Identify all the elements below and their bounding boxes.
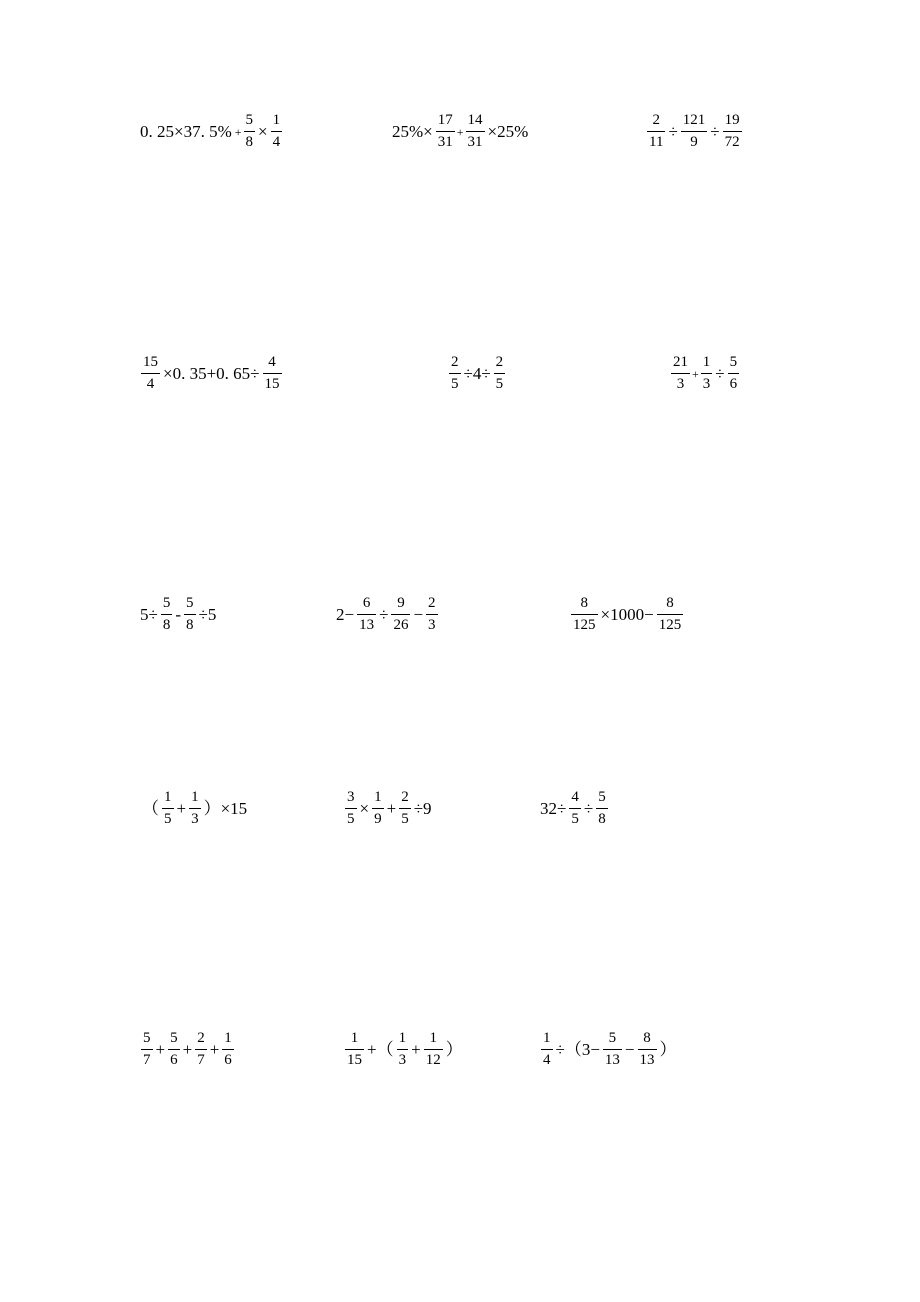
fraction [185, 596, 195, 633]
fraction-denominator: 15 [345, 1049, 364, 1068]
fraction-numerator: 5 [729, 354, 738, 370]
problem-7 [138, 596, 218, 633]
expression-text: ÷（3− [555, 1040, 600, 1059]
expression-text: − [413, 605, 424, 624]
fraction-denominator: 15 [263, 373, 282, 392]
fraction-numerator: 5 [143, 1030, 151, 1046]
fraction-numerator: 3 [347, 789, 355, 805]
fraction [597, 790, 607, 827]
operator: + [234, 124, 242, 139]
problem-15 [540, 1031, 679, 1068]
expression-text: − [624, 1040, 635, 1059]
fraction [729, 355, 739, 392]
fraction-numerator: 1 [398, 1030, 407, 1046]
fraction-numerator: 14 [467, 112, 483, 128]
expression-text: +（ [367, 1040, 394, 1059]
fraction-numerator: 4 [571, 789, 579, 805]
fraction-denominator: 5 [449, 373, 461, 392]
fraction-numerator: 1 [224, 1030, 232, 1046]
fraction-numerator: 5 [170, 1030, 178, 1046]
expression-text: ÷4÷ [463, 364, 491, 383]
fraction-numerator: 4 [268, 354, 276, 370]
expression-text: ÷ [710, 122, 720, 141]
fraction [437, 113, 454, 150]
fraction-denominator: 26 [391, 614, 410, 633]
expression-text: + [386, 799, 397, 818]
fraction-numerator: 1 [350, 1030, 359, 1046]
expression-text: 32÷ [540, 799, 567, 818]
expression-text: × [258, 122, 268, 141]
expression-text: + [182, 1040, 193, 1059]
fraction-denominator: 8 [244, 131, 256, 150]
fraction-denominator: 31 [466, 131, 485, 150]
fraction [572, 596, 597, 633]
fraction-numerator: 1 [429, 1030, 437, 1046]
fraction-numerator: 2 [451, 354, 459, 370]
expression-text: （ [142, 799, 159, 818]
fraction [245, 113, 255, 150]
fraction-denominator: 3 [189, 808, 201, 827]
problem-3 [646, 113, 743, 150]
fraction [672, 355, 689, 392]
fraction [702, 355, 712, 392]
fraction [604, 1031, 621, 1068]
fraction-denominator: 72 [723, 131, 742, 150]
problem-8 [334, 596, 439, 633]
fraction-numerator: 5 [608, 1030, 617, 1046]
fraction [358, 596, 375, 633]
fraction-numerator: 5 [598, 789, 606, 805]
fraction-denominator: 13 [357, 614, 376, 633]
expression-text: 2− [336, 605, 355, 624]
fraction [162, 596, 172, 633]
fraction [427, 596, 437, 633]
fraction-denominator: 3 [671, 373, 690, 392]
fraction-denominator: 5 [569, 808, 581, 827]
fraction-numerator: 8 [643, 1030, 651, 1046]
expression-text: ） [659, 1040, 677, 1059]
fraction [264, 355, 281, 392]
fraction [346, 790, 356, 827]
fraction-numerator: 19 [724, 112, 740, 128]
fraction-numerator: 5 [245, 112, 254, 128]
expression-text: ÷ [715, 364, 725, 383]
fraction-denominator: 13 [603, 1049, 622, 1068]
fraction [639, 1031, 656, 1068]
fraction-numerator: 1 [191, 789, 199, 805]
fraction-numerator: 17 [437, 112, 453, 128]
fraction-numerator: 21 [673, 354, 688, 370]
fraction-numerator: 1 [374, 789, 382, 805]
fraction-denominator: 6 [168, 1049, 180, 1068]
problem-2 [390, 113, 530, 150]
expression-text: ÷ [583, 799, 594, 818]
fraction-numerator: 15 [143, 354, 158, 370]
fraction-denominator: 4 [541, 1049, 553, 1068]
fraction-denominator: 4 [141, 373, 160, 392]
fraction-numerator: 2 [197, 1030, 205, 1046]
fraction-denominator: 8 [596, 808, 608, 827]
problem-6 [670, 355, 740, 392]
fraction-denominator: 11 [647, 131, 665, 150]
expression-text: 5÷ [140, 605, 158, 624]
expression-text: ÷ [379, 605, 389, 624]
fraction-denominator: 9 [372, 808, 384, 827]
fraction-numerator: 9 [397, 595, 405, 611]
fraction [392, 596, 409, 633]
problem-1 [138, 113, 283, 150]
expression-text: 25%× [392, 122, 433, 141]
problem-10 [140, 790, 249, 827]
expression-text: ×25% [487, 122, 529, 141]
fraction-denominator: 8 [161, 614, 173, 633]
fraction [495, 355, 505, 392]
fraction [142, 355, 159, 392]
fraction [724, 113, 741, 150]
fraction [400, 790, 410, 827]
expression-text: × [359, 799, 370, 818]
expression-text: ） [445, 1040, 463, 1059]
fraction [467, 113, 484, 150]
fraction [169, 1031, 179, 1068]
fraction-numerator: 1 [702, 354, 711, 370]
fraction-numerator: 2 [428, 595, 436, 611]
fraction [163, 790, 173, 827]
fraction-numerator: 8 [580, 595, 588, 611]
fraction-denominator: 3 [426, 614, 438, 633]
expression-text: ÷9 [413, 799, 432, 818]
expression-text: ÷ [668, 122, 678, 141]
problem-12 [538, 790, 609, 827]
fraction-denominator: 13 [638, 1049, 657, 1068]
fraction-denominator: 4 [271, 131, 283, 150]
fraction [223, 1031, 233, 1068]
fraction-denominator: 5 [162, 808, 174, 827]
expression-text: 0. 25×37. 5% [140, 122, 232, 141]
fraction-denominator: 12 [424, 1049, 443, 1068]
fraction [658, 596, 683, 633]
fraction [398, 1031, 408, 1068]
problem-13 [140, 1031, 235, 1068]
fraction [346, 1031, 363, 1068]
fraction-numerator: 6 [362, 595, 371, 611]
fraction [425, 1031, 442, 1068]
expression-text: + [155, 1040, 166, 1059]
fraction-numerator: 2 [495, 354, 504, 370]
fraction-numerator: 2 [652, 112, 660, 128]
problem-9 [570, 596, 684, 633]
fraction-denominator: 7 [141, 1049, 153, 1068]
fraction-denominator: 5 [345, 808, 357, 827]
fraction-denominator: 6 [728, 373, 740, 392]
fraction [373, 790, 383, 827]
fraction-denominator: 5 [494, 373, 506, 392]
fraction [190, 790, 200, 827]
fraction-numerator: 8 [666, 595, 674, 611]
fraction-denominator: 7 [195, 1049, 207, 1068]
operator: + [456, 124, 464, 139]
fraction-denominator: 9 [681, 131, 708, 150]
fraction-denominator: 31 [436, 131, 455, 150]
problem-5 [448, 355, 506, 392]
fraction-numerator: 2 [401, 789, 409, 805]
expression-text: ×0. 35+0. 65÷ [163, 364, 260, 383]
expression-text: ）×15 [203, 799, 248, 818]
fraction-numerator: 1 [272, 112, 281, 128]
fraction-numerator: 121 [682, 112, 706, 128]
fraction-denominator: 8 [184, 614, 196, 633]
fraction-denominator: 3 [701, 373, 713, 392]
problem-4 [140, 355, 283, 392]
fraction-denominator: 5 [399, 808, 411, 827]
fraction-numerator: 5 [162, 595, 171, 611]
expression-text: ÷5 [198, 605, 217, 624]
fraction [450, 355, 460, 392]
fraction [682, 113, 707, 150]
fraction [196, 1031, 206, 1068]
expression-text: + [176, 799, 187, 818]
fraction-numerator: 1 [543, 1030, 551, 1046]
operator: + [692, 366, 699, 381]
fraction-numerator: 5 [186, 595, 194, 611]
fraction [142, 1031, 152, 1068]
fraction-numerator: 1 [164, 789, 172, 805]
fraction [570, 790, 580, 827]
expression-text: ×1000− [600, 605, 654, 624]
expression-text: + [411, 1040, 421, 1059]
fraction [648, 113, 664, 150]
problem-11 [344, 790, 434, 827]
fraction-denominator: 125 [571, 614, 598, 633]
fraction [272, 113, 282, 150]
fraction [542, 1031, 552, 1068]
problem-14 [344, 1031, 465, 1068]
fraction-denominator: 6 [222, 1049, 234, 1068]
expression-text: - [175, 605, 182, 624]
fraction-denominator: 125 [657, 614, 684, 633]
fraction-denominator: 3 [397, 1049, 409, 1068]
expression-text: + [209, 1040, 220, 1059]
